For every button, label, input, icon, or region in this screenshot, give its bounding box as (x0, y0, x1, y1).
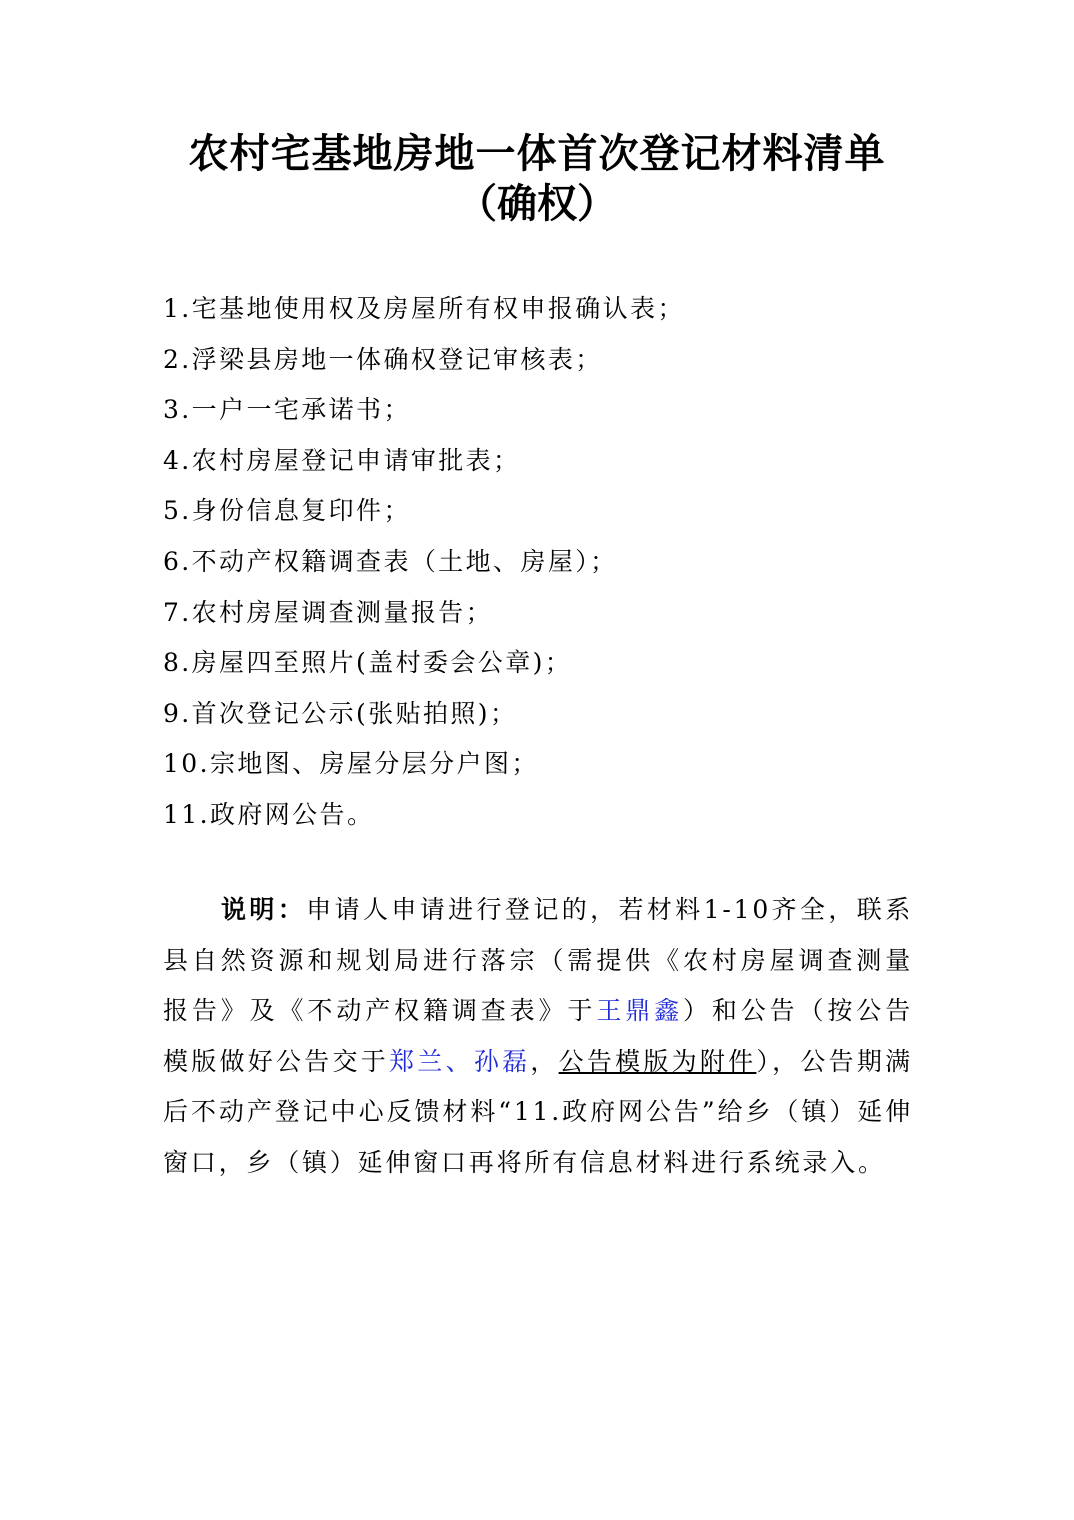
list-item: 4.农村房屋登记申请审批表； (163, 445, 521, 475)
list-item: 7.农村房屋调查测量报告； (163, 597, 494, 627)
note-text: 申请人申请进行登记的，若材料1-10齐全，联系县自然资源和规划局进行落宗（需提供《农村房屋调查测量报告》及《不动产权籍调查表》于 (163, 895, 913, 1026)
list-item: 1.宅基地使用权及房屋所有权申报确认表； (163, 294, 685, 323)
contact-person-wang: 王鼎鑫 (596, 996, 683, 1026)
list-item: 5.身份信息复印件； (163, 496, 411, 526)
list-item: 9.首次登记公示(张贴拍照)； (163, 698, 518, 728)
list-item: 3.一户一宅承诺书； (163, 395, 411, 425)
materials-list (163, 284, 943, 841)
list-item: 10.宗地图、房屋分层分户图； (163, 749, 539, 779)
list-item: 8.房屋四至照片(盖村委会公章)； (163, 648, 573, 678)
attachment-link[interactable]: 公告模版为附件 (558, 1046, 757, 1076)
document-title: 农村宅基地房地一体首次登记材料清单 (188, 130, 886, 177)
contact-person-zheng-sun: 郑兰、孙磊 (389, 1046, 531, 1076)
note-text: ），公告期满后不动产登记中心反馈材料“11.政府网公告”给乡（镇）延伸窗口，乡（镇）延伸窗口再将所有信息材料进行系统录入。 (163, 1046, 913, 1177)
note-text: ）和公告（按公告模版做好公告交于 (163, 996, 913, 1076)
note-text: ， (530, 1046, 559, 1076)
list-item: 6.不动产权籍调查表（土地、房屋）； (163, 546, 618, 576)
note-paragraph (163, 885, 913, 1189)
list-item: 2.浮梁县房地一体确权登记审核表； (163, 344, 603, 374)
note-label: 说明： (221, 895, 307, 924)
list-item: 11.政府网公告。 (163, 799, 375, 829)
document-subtitle: （确权） (457, 180, 617, 227)
